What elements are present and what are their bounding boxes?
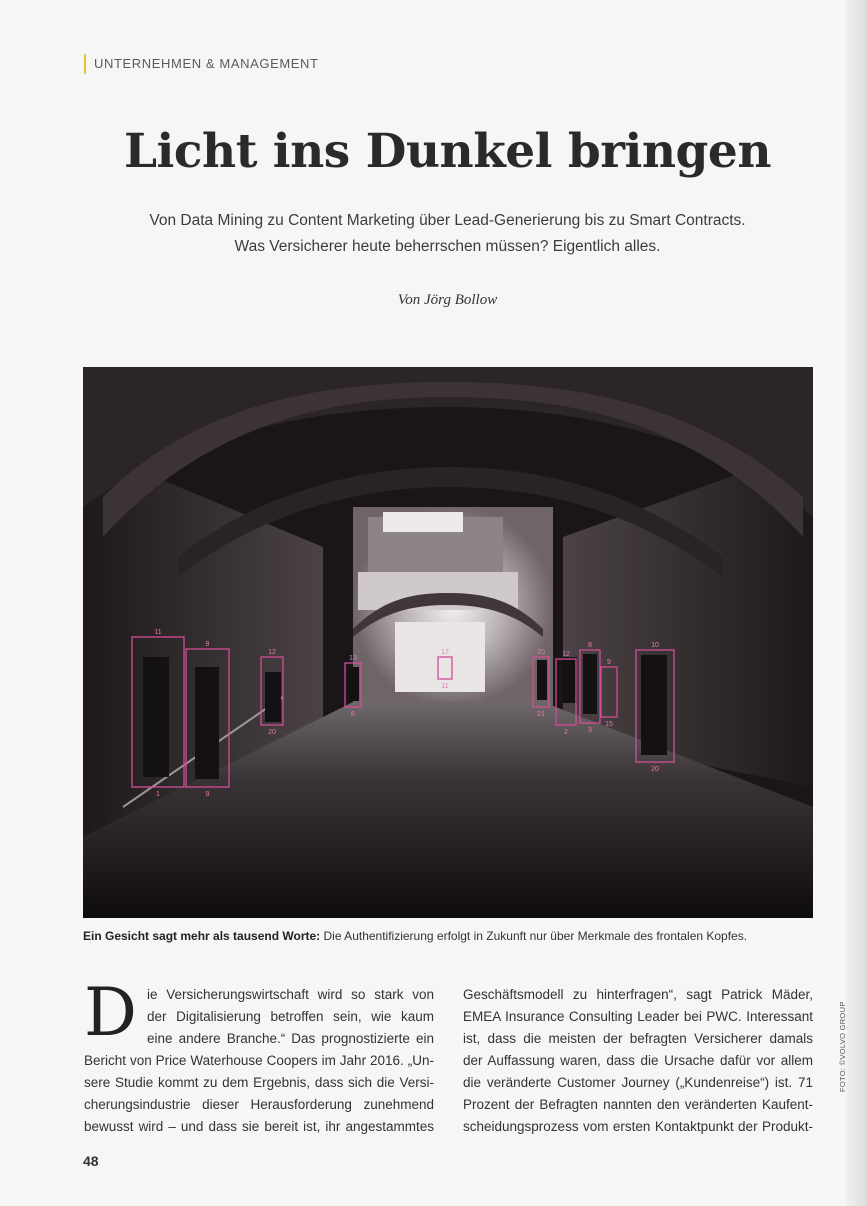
face-box-label: 8 [588,642,592,649]
face-box-label: 3 [588,727,592,734]
body-line: ist, dass die meisten der befragten Versicherer damals [463,1031,813,1046]
tunnel-photo-illustration [83,367,813,918]
author-byline: Von Jörg Bollow [397,292,498,308]
caption-bold-lead: Ein Gesicht sagt mehr als tausend Worte: [83,929,321,943]
body-line: Prozent der Befragten nannten den veränderten Kaufent- [463,1097,813,1112]
face-box-label: 6 [351,711,355,718]
face-box-label: 12 [562,651,570,658]
face-box-label: 9 [607,659,611,666]
section-accent-bar [84,54,86,74]
article-headline: Licht ins Dunkel bringen [124,124,771,179]
body-column-2 [463,984,813,1138]
body-line: cherungsindustrie dieser Herausforderung zunehmend [84,1097,434,1112]
body-line: sere Studie kommt zu dem Ergebnis, dass sich die Versi- [84,1075,434,1090]
face-box-label: 11 [441,683,449,690]
face-box-label: 10 [651,642,659,649]
article-photo [83,367,813,918]
body-column-1 [84,984,434,1138]
page-edge-shadow [845,0,867,1206]
body-line: eine andere Branche.“ Das prognostizierte ein [147,1031,434,1046]
body-line: EMEA Insurance Consulting Leader bei PWC. Interessant [463,1009,813,1024]
face-box-label: 13 [349,655,357,662]
section-label: UNTERNEHMEN & MANAGEMENT [94,56,319,71]
face-box-label: 11 [154,629,162,636]
face-box-label: 20 [537,649,545,656]
face-box-label: 9 [205,641,210,648]
face-box-label: 9 [205,791,210,798]
body-line: scheidungsprozess vom ersten Kontaktpunkt der Produkt- [463,1119,813,1134]
article-subline-2: Was Versicherer heute beherrschen müssen? Eigentlich alles. [234,238,661,255]
body-line: Bericht von Price Waterhouse Coopers im Jahr 2016. „Un- [84,1053,434,1068]
face-box-label: 20 [651,766,659,773]
body-line: der Digitalisierung betroffen sein, wie kaum [147,1009,434,1024]
body-line: bewusst wird – und dass sie bereit ist, ihr angestammtes [84,1119,434,1134]
drop-cap: D [84,974,137,1051]
face-box-label: 1 [156,791,160,798]
face-box-label: 2 [564,729,568,736]
face-box-label: 20 [268,729,276,736]
article-subline-1: Von Data Mining zu Content Marketing über Lead-Generierung bis zu Smart Contracts. [149,212,746,229]
body-line: der Auffassung waren, dass die Ursache dafür vor allem [463,1053,813,1068]
body-line: die veränderte Customer Journey („Kundenreise“) ist. 71 [463,1075,813,1090]
photo-caption [83,929,823,943]
photo-credit: FOTO: ©VOLVO GROUP [838,1001,847,1092]
caption-text: Die Authentifizierung erfolgt in Zukunft nur über Merkmale des frontalen Kopfes. [320,929,748,943]
page-number: 48 [83,1153,99,1169]
body-line: ie Versicherungswirtschaft wird so stark von [147,987,434,1002]
body-line: Geschäftsmodell zu hinterfragen“, sagt Patrick Mäder, [463,987,813,1002]
face-box-label: 15 [605,721,613,728]
face-box-label: 17 [441,649,449,656]
face-box-label: 12 [268,649,276,656]
face-box-label: 21 [537,711,545,718]
